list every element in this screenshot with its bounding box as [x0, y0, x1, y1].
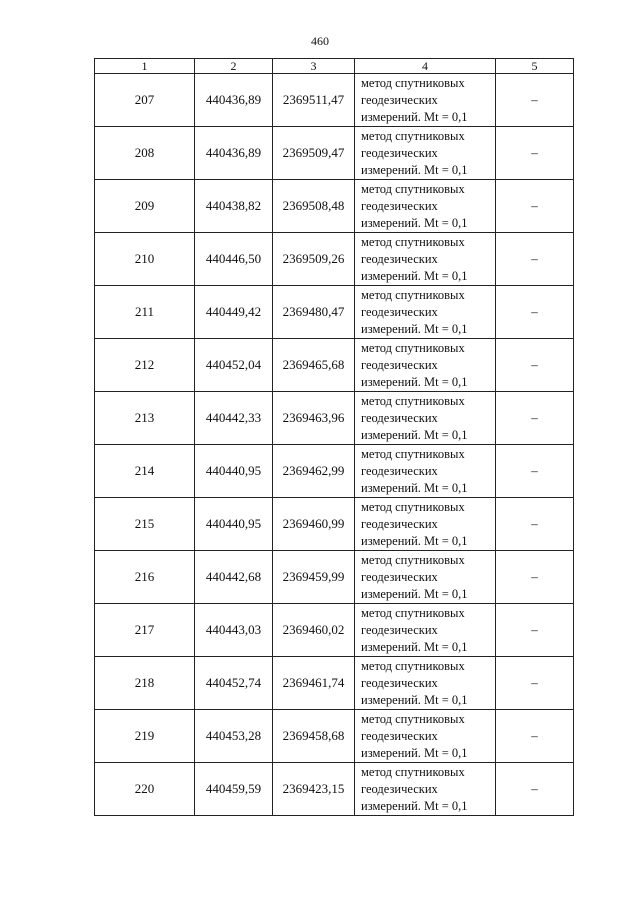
method-cell — [355, 551, 496, 604]
method-cell — [355, 127, 496, 180]
method-line: измерений. Mt = 0,1 — [361, 745, 468, 760]
point-number-cell: 220 — [95, 763, 195, 816]
table-row — [95, 604, 574, 657]
method-line: метод спутниковых — [361, 499, 465, 514]
method-line: метод спутниковых — [361, 711, 465, 726]
method-line: геодезических — [361, 622, 438, 637]
point-number-cell: 213 — [95, 392, 195, 445]
y-coordinate-cell: 2369509,26 — [273, 233, 355, 286]
method-line: измерений. Mt = 0,1 — [361, 215, 468, 230]
x-coordinate-cell: 440438,82 — [195, 180, 273, 233]
point-number-cell: 212 — [95, 339, 195, 392]
header-cell-5: 5 — [496, 59, 574, 74]
method-line: метод спутниковых — [361, 75, 465, 90]
method-line: измерений. Mt = 0,1 — [361, 374, 468, 389]
note-cell: – — [496, 127, 574, 180]
method-line: измерений. Mt = 0,1 — [361, 692, 468, 707]
note-cell: – — [496, 657, 574, 710]
method-line: метод спутниковых — [361, 128, 465, 143]
method-line: метод спутниковых — [361, 605, 465, 620]
x-coordinate-cell: 440436,89 — [195, 127, 273, 180]
method-line: метод спутниковых — [361, 393, 465, 408]
method-line: геодезических — [361, 410, 438, 425]
method-line: метод спутниковых — [361, 287, 465, 302]
table-row — [95, 233, 574, 286]
y-coordinate-cell: 2369480,47 — [273, 286, 355, 339]
y-coordinate-cell: 2369511,47 — [273, 74, 355, 127]
method-line: геодезических — [361, 251, 438, 266]
x-coordinate-cell: 440442,33 — [195, 392, 273, 445]
header-row — [95, 59, 574, 74]
note-cell: – — [496, 180, 574, 233]
table-row — [95, 445, 574, 498]
method-line: метод спутниковых — [361, 552, 465, 567]
method-line: измерений. Mt = 0,1 — [361, 109, 468, 124]
point-number-cell: 207 — [95, 74, 195, 127]
point-number-cell: 219 — [95, 710, 195, 763]
method-line: измерений. Mt = 0,1 — [361, 321, 468, 336]
table-body — [95, 74, 574, 816]
x-coordinate-cell: 440459,59 — [195, 763, 273, 816]
method-line: метод спутниковых — [361, 181, 465, 196]
method-line: геодезических — [361, 569, 438, 584]
method-cell — [355, 74, 496, 127]
point-number-cell: 218 — [95, 657, 195, 710]
y-coordinate-cell: 2369463,96 — [273, 392, 355, 445]
note-cell: – — [496, 445, 574, 498]
x-coordinate-cell: 440449,42 — [195, 286, 273, 339]
method-line: геодезических — [361, 675, 438, 690]
header-cell-4: 4 — [355, 59, 496, 74]
table-row — [95, 763, 574, 816]
header-cell-2: 2 — [195, 59, 273, 74]
point-number-cell: 211 — [95, 286, 195, 339]
x-coordinate-cell: 440440,95 — [195, 445, 273, 498]
header-cell-3: 3 — [273, 59, 355, 74]
note-cell: – — [496, 392, 574, 445]
point-number-cell: 214 — [95, 445, 195, 498]
y-coordinate-cell: 2369459,99 — [273, 551, 355, 604]
table-row — [95, 339, 574, 392]
note-cell: – — [496, 339, 574, 392]
note-cell: – — [496, 286, 574, 339]
note-cell: – — [496, 498, 574, 551]
point-number-cell: 210 — [95, 233, 195, 286]
method-cell — [355, 657, 496, 710]
note-cell: – — [496, 604, 574, 657]
note-cell: – — [496, 551, 574, 604]
header-cell-1: 1 — [95, 59, 195, 74]
method-line: измерений. Mt = 0,1 — [361, 798, 468, 813]
y-coordinate-cell: 2369458,68 — [273, 710, 355, 763]
y-coordinate-cell: 2369461,74 — [273, 657, 355, 710]
x-coordinate-cell: 440452,74 — [195, 657, 273, 710]
x-coordinate-cell: 440453,28 — [195, 710, 273, 763]
method-line: измерений. Mt = 0,1 — [361, 533, 468, 548]
method-cell — [355, 498, 496, 551]
page-number: 460 — [311, 34, 329, 48]
method-line: измерений. Mt = 0,1 — [361, 268, 468, 283]
method-line: метод спутниковых — [361, 446, 465, 461]
method-line: геодезических — [361, 92, 438, 107]
x-coordinate-cell: 440440,95 — [195, 498, 273, 551]
table-row — [95, 551, 574, 604]
method-cell — [355, 180, 496, 233]
method-line: измерений. Mt = 0,1 — [361, 639, 468, 654]
x-coordinate-cell: 440442,68 — [195, 551, 273, 604]
table-row — [95, 286, 574, 339]
method-cell — [355, 604, 496, 657]
method-line: измерений. Mt = 0,1 — [361, 586, 468, 601]
note-cell: – — [496, 233, 574, 286]
method-cell — [355, 710, 496, 763]
method-line: метод спутниковых — [361, 234, 465, 249]
method-line: геодезических — [361, 357, 438, 372]
method-line: измерений. Mt = 0,1 — [361, 162, 468, 177]
table-row — [95, 74, 574, 127]
table-row — [95, 180, 574, 233]
method-line: геодезических — [361, 781, 438, 796]
note-cell: – — [496, 763, 574, 816]
note-cell: – — [496, 710, 574, 763]
method-line: измерений. Mt = 0,1 — [361, 427, 468, 442]
x-coordinate-cell: 440443,03 — [195, 604, 273, 657]
y-coordinate-cell: 2369460,02 — [273, 604, 355, 657]
method-cell — [355, 763, 496, 816]
y-coordinate-cell: 2369465,68 — [273, 339, 355, 392]
point-number-cell: 209 — [95, 180, 195, 233]
table-row — [95, 710, 574, 763]
method-line: метод спутниковых — [361, 340, 465, 355]
y-coordinate-cell: 2369462,99 — [273, 445, 355, 498]
note-cell: – — [496, 74, 574, 127]
y-coordinate-cell: 2369423,15 — [273, 763, 355, 816]
y-coordinate-cell: 2369460,99 — [273, 498, 355, 551]
y-coordinate-cell: 2369509,47 — [273, 127, 355, 180]
method-line: геодезических — [361, 304, 438, 319]
table-row — [95, 392, 574, 445]
method-line: геодезических — [361, 516, 438, 531]
method-cell — [355, 286, 496, 339]
x-coordinate-cell: 440446,50 — [195, 233, 273, 286]
y-coordinate-cell: 2369508,48 — [273, 180, 355, 233]
method-line: геодезических — [361, 198, 438, 213]
table-row — [95, 127, 574, 180]
method-cell — [355, 392, 496, 445]
method-line: метод спутниковых — [361, 658, 465, 673]
point-number-cell: 208 — [95, 127, 195, 180]
point-number-cell: 215 — [95, 498, 195, 551]
x-coordinate-cell: 440452,04 — [195, 339, 273, 392]
method-line: геодезических — [361, 145, 438, 160]
method-cell — [355, 339, 496, 392]
method-cell — [355, 445, 496, 498]
method-cell — [355, 233, 496, 286]
table-row — [95, 657, 574, 710]
point-number-cell: 217 — [95, 604, 195, 657]
coordinates-table — [94, 58, 574, 816]
method-line: геодезических — [361, 463, 438, 478]
table-row — [95, 498, 574, 551]
method-line: метод спутниковых — [361, 764, 465, 779]
point-number-cell: 216 — [95, 551, 195, 604]
method-line: геодезических — [361, 728, 438, 743]
x-coordinate-cell: 440436,89 — [195, 74, 273, 127]
method-line: измерений. Mt = 0,1 — [361, 480, 468, 495]
